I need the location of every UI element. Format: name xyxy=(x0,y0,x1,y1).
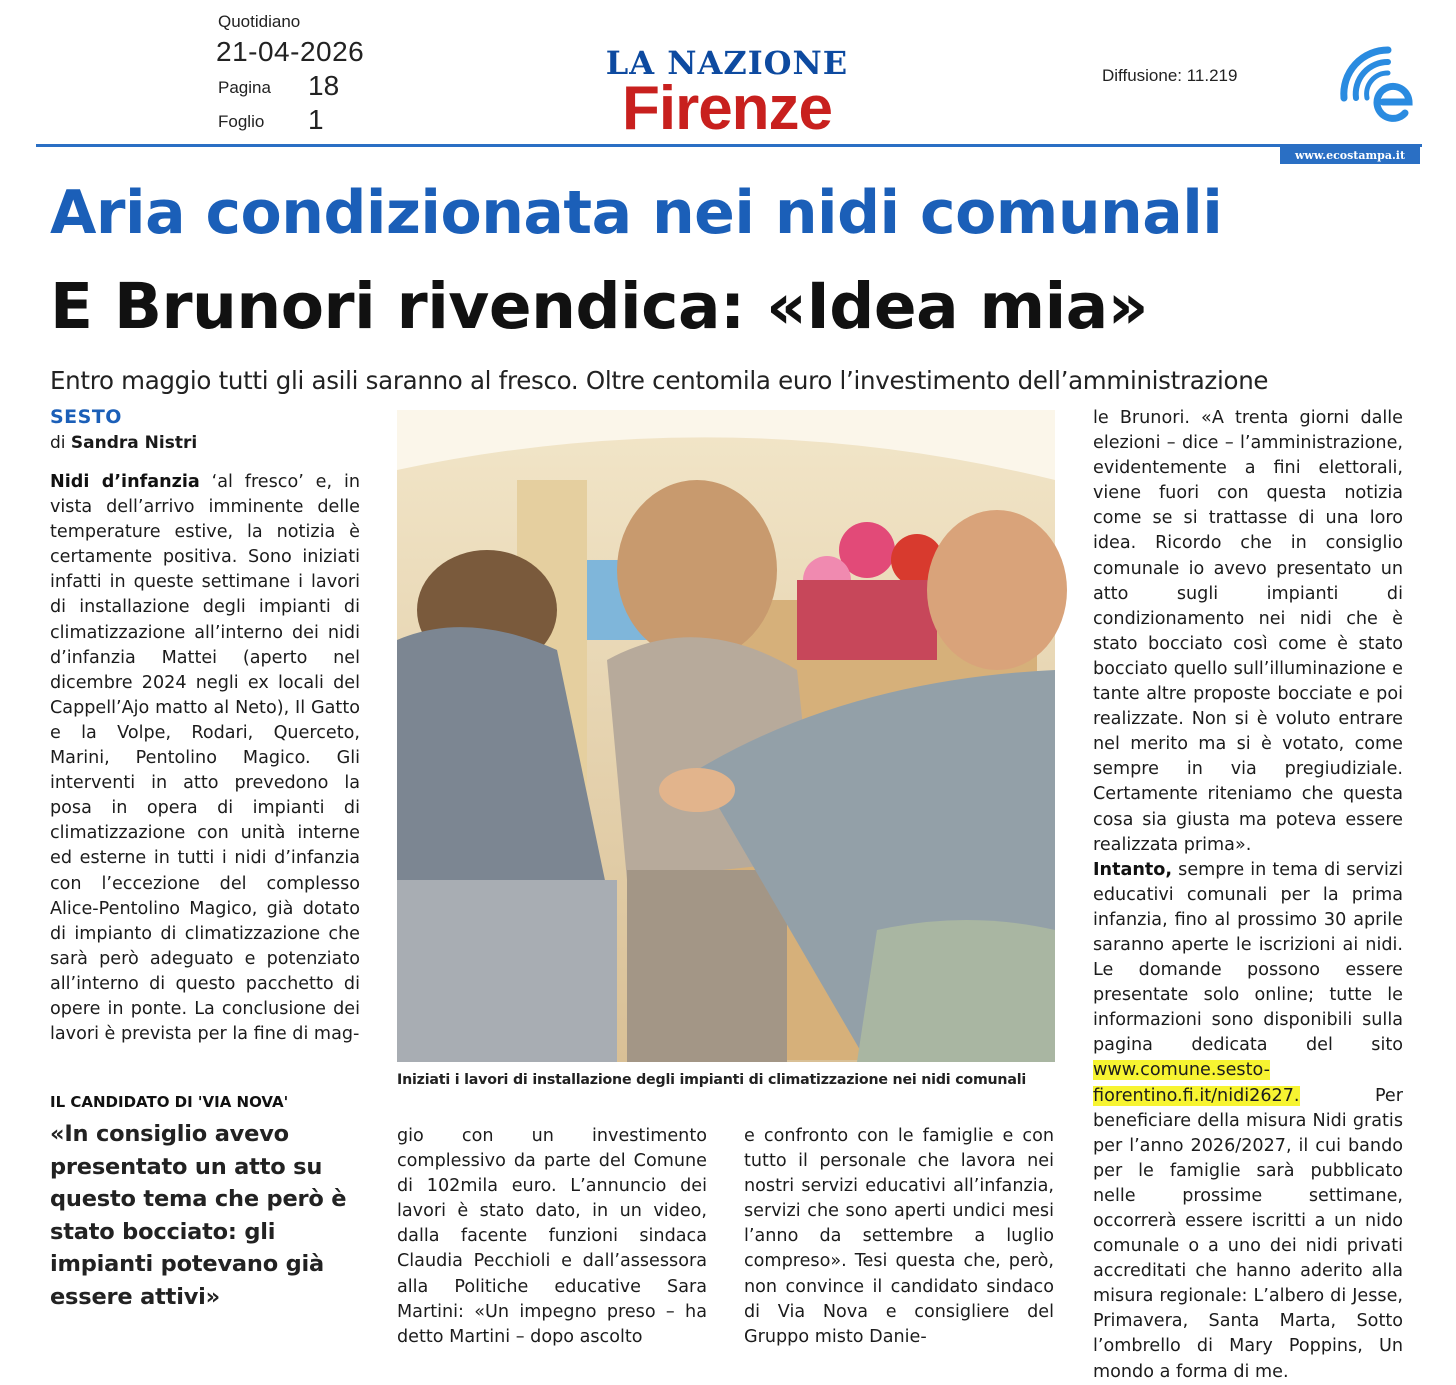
byline-prefix: di xyxy=(50,433,71,453)
photo-caption: Iniziati i lavori di installazione degli impianti di climatizzazione nei nidi comunali xyxy=(397,1072,1027,1088)
article-subtitle: Entro maggio tutti gli asili saranno al fresco. Oltre centomila euro l’investimento dell’amministrazione xyxy=(50,366,1269,395)
masthead-city: Firenze xyxy=(621,74,833,143)
column-2: gio con un investimento complessivo da parte del Comune di 102mila euro. L’annuncio dei lavori è stato dato, in un video, dalla facente funzioni sindaca Claudia Pecchioli e dall’assessora alla Politiche educative Sara Martini: «Un impegno preso – ha detto Martini – dopo ascolto xyxy=(397,1126,707,1347)
circulation: Diffusione: 11.219 xyxy=(1102,66,1238,85)
header-rule xyxy=(36,144,1422,147)
column-1 xyxy=(50,470,360,1080)
sheet-number: 1 xyxy=(308,104,324,135)
col4-text-a: le Brunori. «A trenta giorni dalle elezioni – dice – l’amministrazione, evidentemente a fini elettorali, viene fuori con questa notizia come se si trattasse di una loro idea. Ricordo che in consiglio comunale io avevo presentato un atto sugli impianti di condizionamento nei nidi che è stato bocciato così come è stato bocciato quello sull’illuminazione e tante altre proposte bocciate e poi realizzate. Non si è voluto entrare nel merito ma si è votato, come sempre in via pregiudiziale. Certamente riteniamo che questa cosa sia giusta ma poteva essere realizzata prima». xyxy=(1093,408,1403,855)
article-kicker: Aria condizionata nei nidi comunali xyxy=(50,178,1223,248)
masthead-title: LA NAZIONE xyxy=(605,44,849,82)
byline-author: Sandra Nistri xyxy=(70,433,198,453)
ecostampa-logo-icon xyxy=(1336,40,1420,128)
candidate-label: IL CANDIDATO DI 'VIA NOVA' xyxy=(50,1093,289,1111)
column-3: e confronto con le famiglie e con tutto il personale che lavora nei nostri servizi educativi all’infanzia, servizi che sono aperti undici mesi l’anno da settembre a luglio compreso». Tesi questa che, però, non convince il candidato sindaco di Via Nova e consigliere del Gruppo misto Danie- xyxy=(744,1126,1054,1347)
col1-text: ‘al fresco’ e, in vista dell’arrivo imminente delle temperature estive, la notizia è certamente positiva. Sono iniziati infatti in queste settimane i lavori di installazione degli impianti di climatizzazione all’interno dei nidi d’infanzia Mattei (aperto nel dicembre 2024 negli ex locali del Cappell’Ajo matto al Neto), Il Gatto e la Volpe, Rodari, Querceto, Marini, Pentolino Magico. Gli interventi in atto prevedono la posa in opera di impianti di climatizzazione con unità interne ed esterne in tutti i nidi d’infanzia con l’eccezione del complesso Alice-Pentolino Magico, già dotato di impianto di climatizzazione che sarà però adeguato e potenziato all’interno di questo pacchetto di opere in ponte. La conclusione dei lavori è prevista per la fine di mag- xyxy=(50,472,360,1045)
site-url[interactable]: www.ecostampa.it xyxy=(1280,147,1420,164)
enrollment-link[interactable]: www.comune.sesto-fiorentino.fi.it/nidi2627. xyxy=(1093,1060,1300,1106)
col4-text-c: Per beneficiare della misura Nidi gratis per l’anno 2026/2027, il cui bando per le famiglie sarà pubblicato nelle prossime settimane, occorrerà essere iscritti a un nido comunale o a uno dei nidi privati accreditati che hanno aderito alla misura regionale: L’albero di Jesse, Primavera, Santa Marta, Sotto l’ombrello di Mary Poppins, Un mondo a forma di me. xyxy=(1093,1085,1403,1382)
section-label: SESTO xyxy=(50,406,122,428)
page-label: Pagina xyxy=(218,78,271,97)
page-number: 18 xyxy=(308,70,340,101)
column-4 xyxy=(1093,406,1403,1382)
issue-date: 21-04-2026 xyxy=(216,36,365,67)
col4-lead: Intanto, xyxy=(1093,859,1173,880)
pull-quote: «In consiglio avevo presentato un atto su questo tema che però è stato bocciato: gli impianti potevano già essere attivi» xyxy=(50,1121,347,1310)
article-photo xyxy=(397,410,1055,1062)
children-photo-illustration xyxy=(397,410,1055,1062)
article-title: E Brunori rivendica: «Idea mia» xyxy=(50,270,1148,343)
col1-lead: Nidi d’infanzia xyxy=(50,472,200,492)
col4-text-b: sempre in tema di servizi educativi comunali per la prima infanzia, fino al prossimo 30 aprile saranno aperte le iscrizioni ai nidi. Le domande possono essere presentate solo online; tutte le informazioni sono disponibili sulla pagina dedicata del sito xyxy=(1093,859,1403,1056)
publication-type: Quotidiano xyxy=(218,12,301,31)
sheet-label: Foglio xyxy=(218,112,265,131)
byline xyxy=(50,433,197,453)
